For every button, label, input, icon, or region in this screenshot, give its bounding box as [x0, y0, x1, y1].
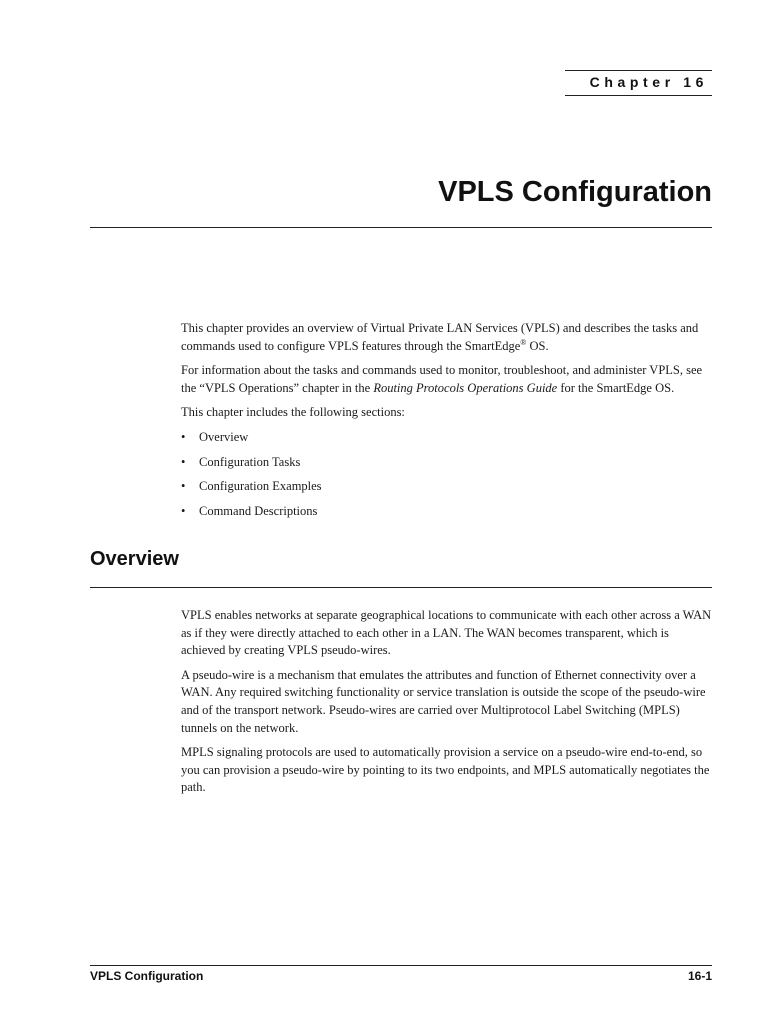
- chapter-label: Chapter 16: [589, 74, 708, 90]
- bullet-icon: •: [181, 479, 186, 494]
- sections-list: [181, 429, 712, 520]
- bullet-icon: •: [181, 503, 186, 518]
- footer-chapter-name: VPLS Configuration: [90, 969, 204, 983]
- footer-divider: [90, 965, 712, 966]
- intro-paragraph-2: For information about the tasks and commands used to monitor, troubleshoot, and administer VPLS, see the “VPLS Operations” chapter in the Routing Protocols Operations Guide for the SmartEdge OS.: [181, 363, 703, 395]
- chapter-title: VPLS Configuration: [438, 176, 712, 208]
- intro-section: [181, 320, 712, 527]
- list-item: • Command Descriptions: [181, 503, 712, 521]
- intro-paragraph-3: This chapter includes the following sections:: [181, 405, 405, 420]
- intro-paragraph-1: This chapter provides an overview of Virtual Private LAN Services (VPLS) and describes the tasks and commands used to configure VPLS features through the SmartEdge® OS.: [181, 321, 699, 353]
- chapter-label-box: [565, 70, 712, 96]
- registered-mark: ®: [520, 337, 527, 347]
- bullet-icon: •: [181, 454, 186, 469]
- bullet-icon: •: [181, 429, 186, 444]
- overview-divider: [90, 587, 712, 588]
- overview-paragraph-2: A pseudo-wire is a mechanism that emulates the attributes and function of Ethernet connectivity over a WAN. Any required switching functionality or service translation is outside the scope of the pseudo-wire and of the transport network. Pseudo-wires are carried over Multiprotocol Label Switching (MPLS) tunnels on the network.: [181, 667, 706, 735]
- list-item: • Configuration Tasks: [181, 454, 712, 472]
- list-item: • Configuration Examples: [181, 478, 712, 496]
- overview-paragraph-1: VPLS enables networks at separate geographical locations to communicate with each other across a WAN as if they were directly attached to each other in a LAN. The WAN becomes transparent, which is achieved by creating VPLS pseudo-wires.: [181, 608, 712, 658]
- overview-heading: Overview: [90, 548, 179, 570]
- overview-paragraph-3: MPLS signaling protocols are used to automatically provision a service on a pseudo-wire end-to-end, so you can provision a pseudo-wire by pointing to its two endpoints, and MPLS automatically negotiates the path.: [181, 745, 710, 795]
- overview-section: [181, 607, 712, 804]
- list-item: • Overview: [181, 429, 712, 447]
- page-number: 16-1: [687, 969, 712, 983]
- guide-title-link: Routing Protocols Operations Guide: [373, 380, 558, 395]
- title-divider: [90, 227, 712, 228]
